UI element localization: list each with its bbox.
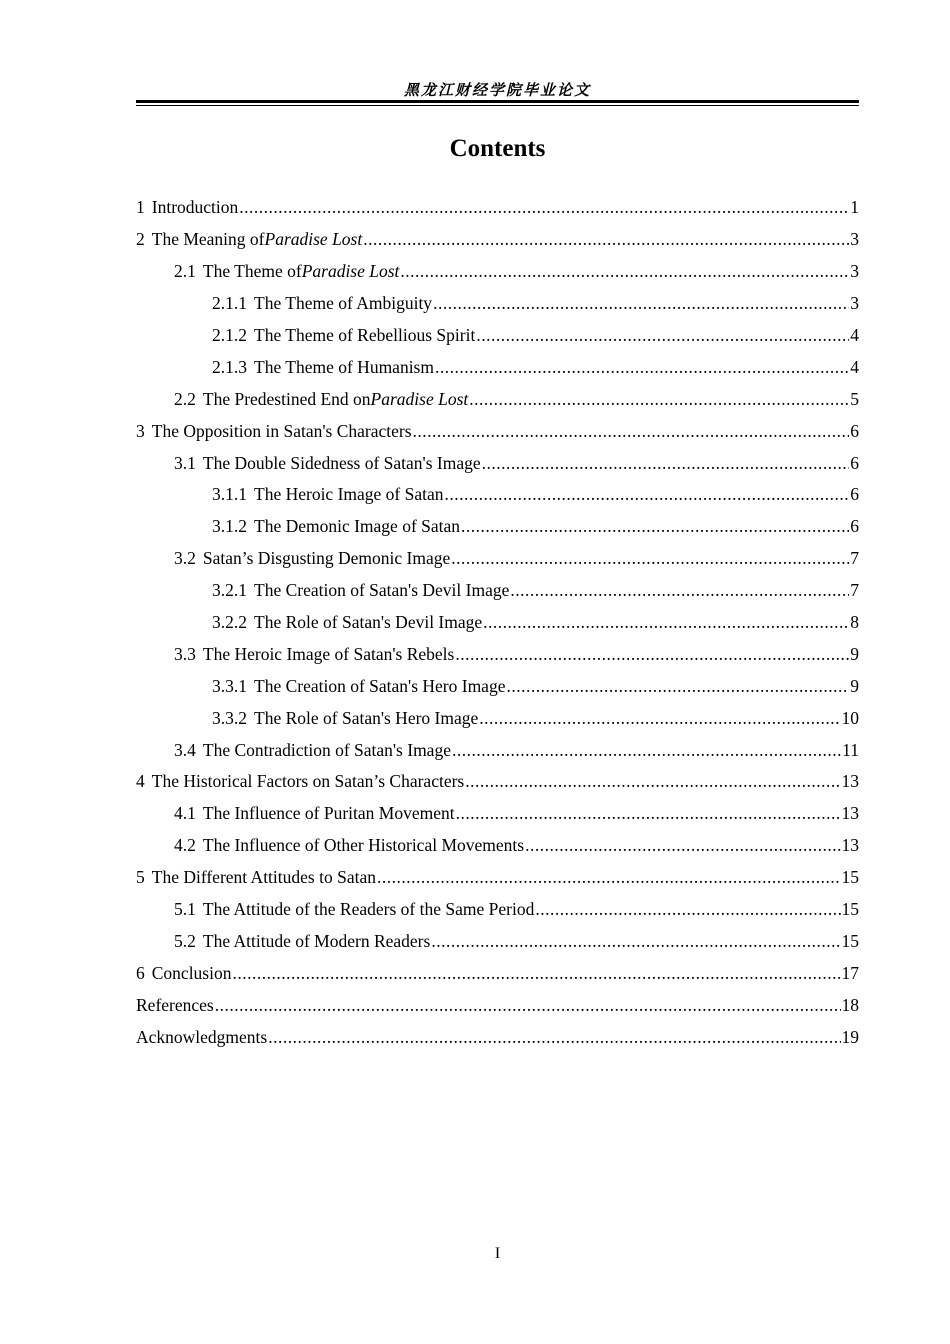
toc-entry-page: 9 — [850, 675, 859, 696]
toc-entry-number: 5.1 — [174, 899, 196, 920]
toc-entry[interactable] — [136, 766, 859, 798]
dot-leader — [482, 453, 850, 474]
toc-entry-page: 7 — [850, 580, 859, 601]
toc-entry[interactable] — [136, 702, 859, 734]
toc-entry[interactable] — [136, 224, 859, 256]
toc-entry[interactable] — [136, 351, 859, 383]
toc-entry-page: 13 — [841, 771, 859, 792]
dot-leader — [239, 197, 849, 218]
toc-entry-page: 5 — [850, 388, 859, 409]
toc-entry-title: The Creation of Satan's Hero Image — [254, 675, 506, 696]
toc-entry-page: 6 — [850, 516, 859, 537]
toc-entry-page: 18 — [841, 994, 859, 1015]
dot-leader — [535, 899, 840, 920]
dot-leader — [469, 389, 849, 410]
toc-entry-number: 3.2.2 — [212, 612, 247, 633]
toc-entry-title: The Creation of Satan's Devil Image — [254, 580, 510, 601]
toc-entry-number: 1 — [136, 197, 145, 218]
toc-entry-number: 4.2 — [174, 835, 196, 856]
toc-entry-title: The Predestined End on — [202, 388, 371, 409]
toc-entry-title-italic: Paradise Lost — [301, 261, 400, 282]
toc-entry-number: 3.4 — [174, 739, 196, 760]
toc-entry-number: 3.2 — [174, 548, 196, 569]
toc-entry-page: 1 — [850, 197, 859, 218]
toc-entry-title: The Meaning of — [151, 229, 265, 250]
toc-entry-title: The Heroic Image of Satan's Rebels — [202, 643, 455, 664]
toc-entry-number: 3.3.2 — [212, 707, 247, 728]
toc-entry[interactable] — [136, 447, 859, 479]
toc-entry[interactable] — [136, 479, 859, 511]
toc-entry-number: 5 — [136, 867, 145, 888]
dot-leader — [506, 676, 849, 697]
toc-entry[interactable] — [136, 830, 859, 862]
toc-entry-title: The Theme of Rebellious Spirit — [254, 325, 476, 345]
page-title: Contents — [449, 135, 546, 162]
toc-entry[interactable] — [136, 415, 859, 447]
toc-entry-page: 6 — [850, 484, 859, 505]
toc-entry-title: The Heroic Image of Satan — [254, 484, 444, 505]
dot-leader — [456, 803, 841, 824]
toc-entry-page: 3 — [850, 261, 859, 282]
running-header: 黑龙江财经学院毕业论文 — [403, 83, 591, 99]
toc-entry-page: 19 — [841, 1026, 859, 1047]
toc-entry-page: 8 — [850, 612, 859, 633]
dot-leader — [445, 484, 850, 505]
toc-entry-number: 5.2 — [174, 930, 196, 951]
toc-entry-page: 15 — [841, 899, 859, 920]
toc-entry-title: Introduction — [151, 197, 239, 218]
toc-entry[interactable] — [136, 1021, 859, 1053]
toc-entry[interactable] — [136, 638, 859, 670]
toc-entry-title: The Influence of Puritan Movement — [202, 803, 455, 824]
toc-entry-number: 2 — [136, 229, 145, 250]
toc-entry-page: 10 — [841, 707, 859, 728]
toc-entry-page: 4 — [850, 356, 859, 377]
toc-entry-title: Satan’s Disgusting Demonic Image — [202, 548, 451, 569]
toc-entry[interactable] — [136, 192, 859, 224]
toc-entry-number: 2.1 — [174, 261, 196, 282]
toc-entry[interactable] — [136, 383, 859, 415]
toc-entry-number: 4 — [136, 771, 145, 792]
toc-entry[interactable] — [136, 320, 859, 352]
toc-entry[interactable] — [136, 957, 859, 989]
toc-entry-page: 9 — [850, 643, 859, 664]
toc-entry-page: 4 — [850, 325, 859, 345]
dot-leader — [476, 325, 849, 346]
toc-entry-number: 3.1.1 — [212, 484, 247, 505]
dot-leader — [451, 548, 849, 569]
toc-entry[interactable] — [136, 543, 859, 575]
toc-entry-number: 3.3 — [174, 643, 196, 664]
dot-leader — [479, 708, 840, 729]
toc-entry-page: 7 — [850, 548, 859, 569]
toc-entry-title: The Attitude of the Readers of the Same Period — [202, 899, 535, 920]
header-rule-thick — [136, 100, 859, 103]
dot-leader — [435, 357, 849, 378]
toc-entry-number: 3 — [136, 420, 145, 441]
toc-entry-number: 3.1 — [174, 452, 196, 473]
toc-entry-title: The Opposition in Satan's Characters — [151, 420, 412, 441]
toc-entry-title: The Demonic Image of Satan — [254, 516, 461, 537]
dot-leader — [483, 612, 849, 633]
toc-entry-page: 6 — [850, 420, 859, 441]
toc-entry[interactable] — [136, 734, 859, 766]
toc-entry-title: References — [136, 994, 214, 1015]
dot-leader — [215, 995, 841, 1016]
toc-entry-title-italic: Paradise Lost — [370, 388, 469, 409]
toc-entry-title: The Role of Satan's Devil Image — [254, 612, 483, 633]
dot-leader — [455, 644, 849, 665]
toc-entry-page: 11 — [842, 739, 859, 760]
toc-entry[interactable] — [136, 989, 859, 1021]
dot-leader — [510, 580, 849, 601]
toc-entry-number: 2.1.2 — [212, 325, 247, 345]
toc-entry-number: 3.3.1 — [212, 675, 247, 696]
toc-entry-title: The Theme of Ambiguity — [254, 293, 433, 314]
toc-entry[interactable] — [136, 607, 859, 639]
toc-entry-page: 13 — [841, 835, 859, 856]
toc-entry-page: 15 — [841, 867, 859, 888]
toc-entry-page: 15 — [841, 930, 859, 951]
toc-entry-title: Acknowledgments — [136, 1026, 268, 1047]
toc-entry[interactable] — [136, 798, 859, 830]
toc-entry-title: The Theme of Humanism — [254, 356, 434, 377]
toc-entry[interactable] — [136, 511, 859, 543]
toc-entry-title: The Different Attitudes to Satan — [151, 867, 376, 888]
toc-entry-page: 3 — [850, 229, 859, 250]
toc-entry[interactable] — [136, 925, 859, 957]
page-number: I — [494, 1245, 501, 1262]
header-rule-thin — [136, 105, 859, 106]
toc-entry-number: 3.2.1 — [212, 580, 247, 601]
toc-entry-title: The Influence of Other Historical Movements — [202, 835, 525, 856]
toc-entry[interactable] — [136, 670, 859, 702]
toc-entry-number: 2.1.3 — [212, 356, 247, 377]
toc-entry-title: The Theme of — [202, 261, 302, 282]
dot-leader — [232, 963, 840, 984]
dot-leader — [413, 421, 850, 442]
dot-leader — [452, 740, 841, 761]
toc-entry-number: 2.1.1 — [212, 293, 247, 314]
toc-entry-title-italic: Paradise Lost — [264, 229, 363, 250]
toc-entry-number: 4.1 — [174, 803, 196, 824]
toc-entry-title: The Double Sidedness of Satan's Image — [202, 452, 481, 473]
toc-entry-title: The Historical Factors on Satan’s Characters — [151, 771, 465, 792]
toc-entry[interactable] — [136, 288, 859, 320]
toc-entry-number: 6 — [136, 962, 145, 983]
dot-leader — [431, 931, 840, 952]
toc-entry-title: The Attitude of Modern Readers — [202, 930, 431, 951]
toc-entry-page: 13 — [841, 803, 859, 824]
dot-leader — [525, 835, 840, 856]
dot-leader — [400, 261, 849, 282]
toc-entry[interactable] — [136, 575, 859, 607]
dot-leader — [377, 867, 841, 888]
dot-leader — [363, 229, 849, 250]
dot-leader — [433, 293, 849, 314]
toc-entry-page: 17 — [841, 962, 859, 983]
toc-entry-page: 3 — [850, 293, 859, 314]
toc-entry[interactable] — [136, 256, 859, 288]
toc-entry[interactable] — [136, 894, 859, 926]
toc-entry-title: The Role of Satan's Hero Image — [254, 707, 479, 728]
toc-entry-page: 6 — [850, 452, 859, 473]
toc-entry[interactable] — [136, 862, 859, 894]
dot-leader — [268, 1027, 840, 1048]
toc-entry-title: Conclusion — [151, 962, 232, 983]
table-of-contents — [136, 192, 859, 1053]
toc-entry-number: 3.1.2 — [212, 516, 247, 537]
dot-leader — [465, 771, 840, 792]
toc-entry-title: The Contradiction of Satan's Image — [202, 739, 451, 760]
dot-leader — [461, 516, 849, 537]
toc-entry-number: 2.2 — [174, 388, 196, 409]
